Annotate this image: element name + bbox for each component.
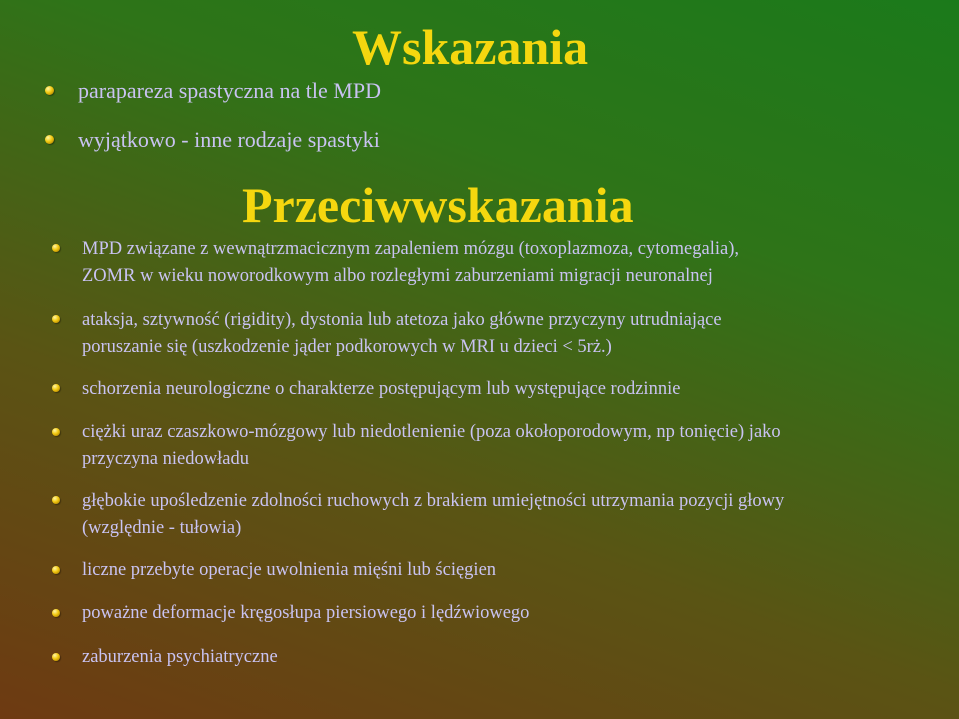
list-item <box>82 376 680 403</box>
bullet-icon <box>52 566 60 574</box>
bullet-icon <box>52 384 60 392</box>
list-item-line: ciężki uraz czaszkowo-mózgowy lub niedotlenienie (poza okołoporodowym, np tonięcie) jako <box>82 422 781 442</box>
bullet-icon <box>52 496 60 504</box>
list-item <box>82 644 278 671</box>
list-item <box>82 307 722 361</box>
bullet-icon <box>45 135 54 144</box>
list-item-text: parapareza spastyczna na tle MPD <box>78 78 381 103</box>
list-item-line: (względnie - tułowia) <box>82 518 242 538</box>
list-item <box>78 77 381 105</box>
list-item-line: głębokie upośledzenie zdolności ruchowych z brakiem umiejętności utrzymania pozycji głowy <box>82 491 785 511</box>
list-item-line: ataksja, sztywność (rigidity), dystonia lub atetoza jako główne przyczyny utrudniające <box>82 310 722 330</box>
list-item-line: ZOMR w wieku noworodkowym albo rozległymi zaburzeniami migracji neuronalnej <box>82 266 713 286</box>
bullet-icon <box>52 428 60 436</box>
bullet-icon <box>52 315 60 323</box>
list-item <box>78 126 380 154</box>
list-item <box>82 600 529 627</box>
bullet-icon <box>52 609 60 617</box>
list-item-line: schorzenia neurologiczne o charakterze postępującym lub występujące rodzinnie <box>82 379 681 399</box>
list-item-line: poważne deformacje kręgosłupa piersiowego i lędźwiowego <box>82 603 530 623</box>
list-item <box>82 488 784 542</box>
list-item-line: przyczyna niedowładu <box>82 449 249 469</box>
list-item-line: liczne przebyte operacje uwolnienia mięśni lub ścięgien <box>82 560 497 580</box>
indications-title: Wskazania <box>352 19 589 75</box>
list-item <box>82 419 781 473</box>
bullet-icon <box>52 244 60 252</box>
list-item-line: poruszanie się (uszkodzenie jąder podkorowych w MRI u dzieci < 5rż.) <box>82 337 612 357</box>
list-item-text: wyjątkowo - inne rodzaje spastyki <box>78 127 380 152</box>
list-item-line: MPD związane z wewnątrzmacicznym zapaleniem mózgu (toxoplazmoza, cytomegalia), <box>82 239 739 259</box>
contraindications-title: Przeciwwskazania <box>242 177 634 233</box>
bullet-icon <box>45 86 54 95</box>
bullet-icon <box>52 653 60 661</box>
list-item <box>82 236 739 290</box>
list-item-line: zaburzenia psychiatryczne <box>82 647 278 667</box>
list-item <box>82 557 496 584</box>
